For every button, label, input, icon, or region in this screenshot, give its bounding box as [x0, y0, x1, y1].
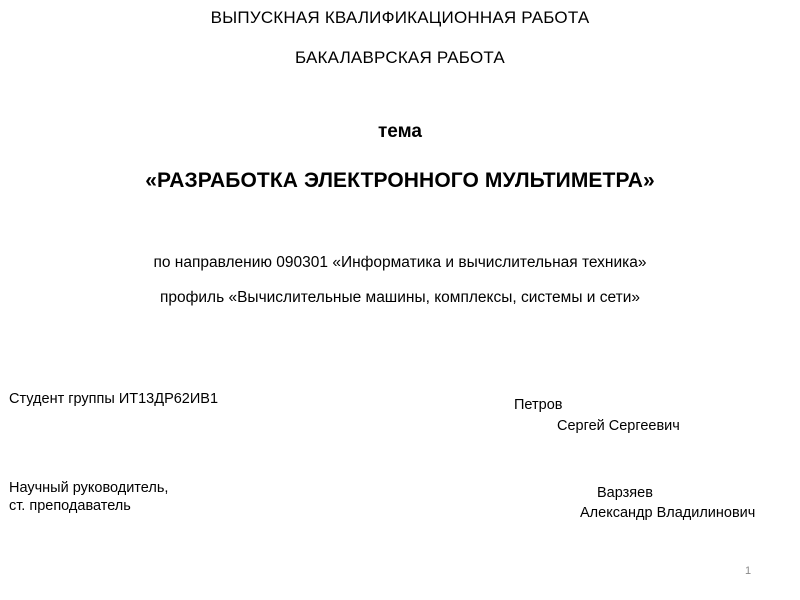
work-type-title: ВЫПУСКНАЯ КВАЛИФИКАЦИОННАЯ РАБОТА — [210, 8, 590, 27]
topic-label: тема — [378, 121, 422, 142]
topic-name: «РАЗРАБОТКА ЭЛЕКТРОННОГО МУЛЬТИМЕТРА» — [145, 169, 655, 192]
work-level-title: БАКАЛАВРСКАЯ РАБОТА — [295, 48, 505, 67]
adviser-surname: Варзяев — [597, 485, 653, 501]
student-given-names: Сергей Сергеевич — [557, 418, 680, 434]
student-group-label: Студент группы ИТ13ДР62ИВ1 — [9, 391, 219, 407]
student-surname: Петров — [514, 397, 563, 413]
adviser-label — [9, 479, 168, 515]
profile-line: профиль «Вычислительные машины, комплексы, системы и сети» — [160, 289, 640, 306]
page-number: 1 — [744, 565, 752, 577]
adviser-label-role: Научный руководитель, — [9, 480, 169, 496]
adviser-label-position: ст. преподаватель — [9, 498, 131, 514]
direction-line: по направлению 090301 «Информатика и вычислительная техника» — [153, 254, 647, 271]
adviser-given-names: Александр Владилинович — [580, 505, 756, 521]
